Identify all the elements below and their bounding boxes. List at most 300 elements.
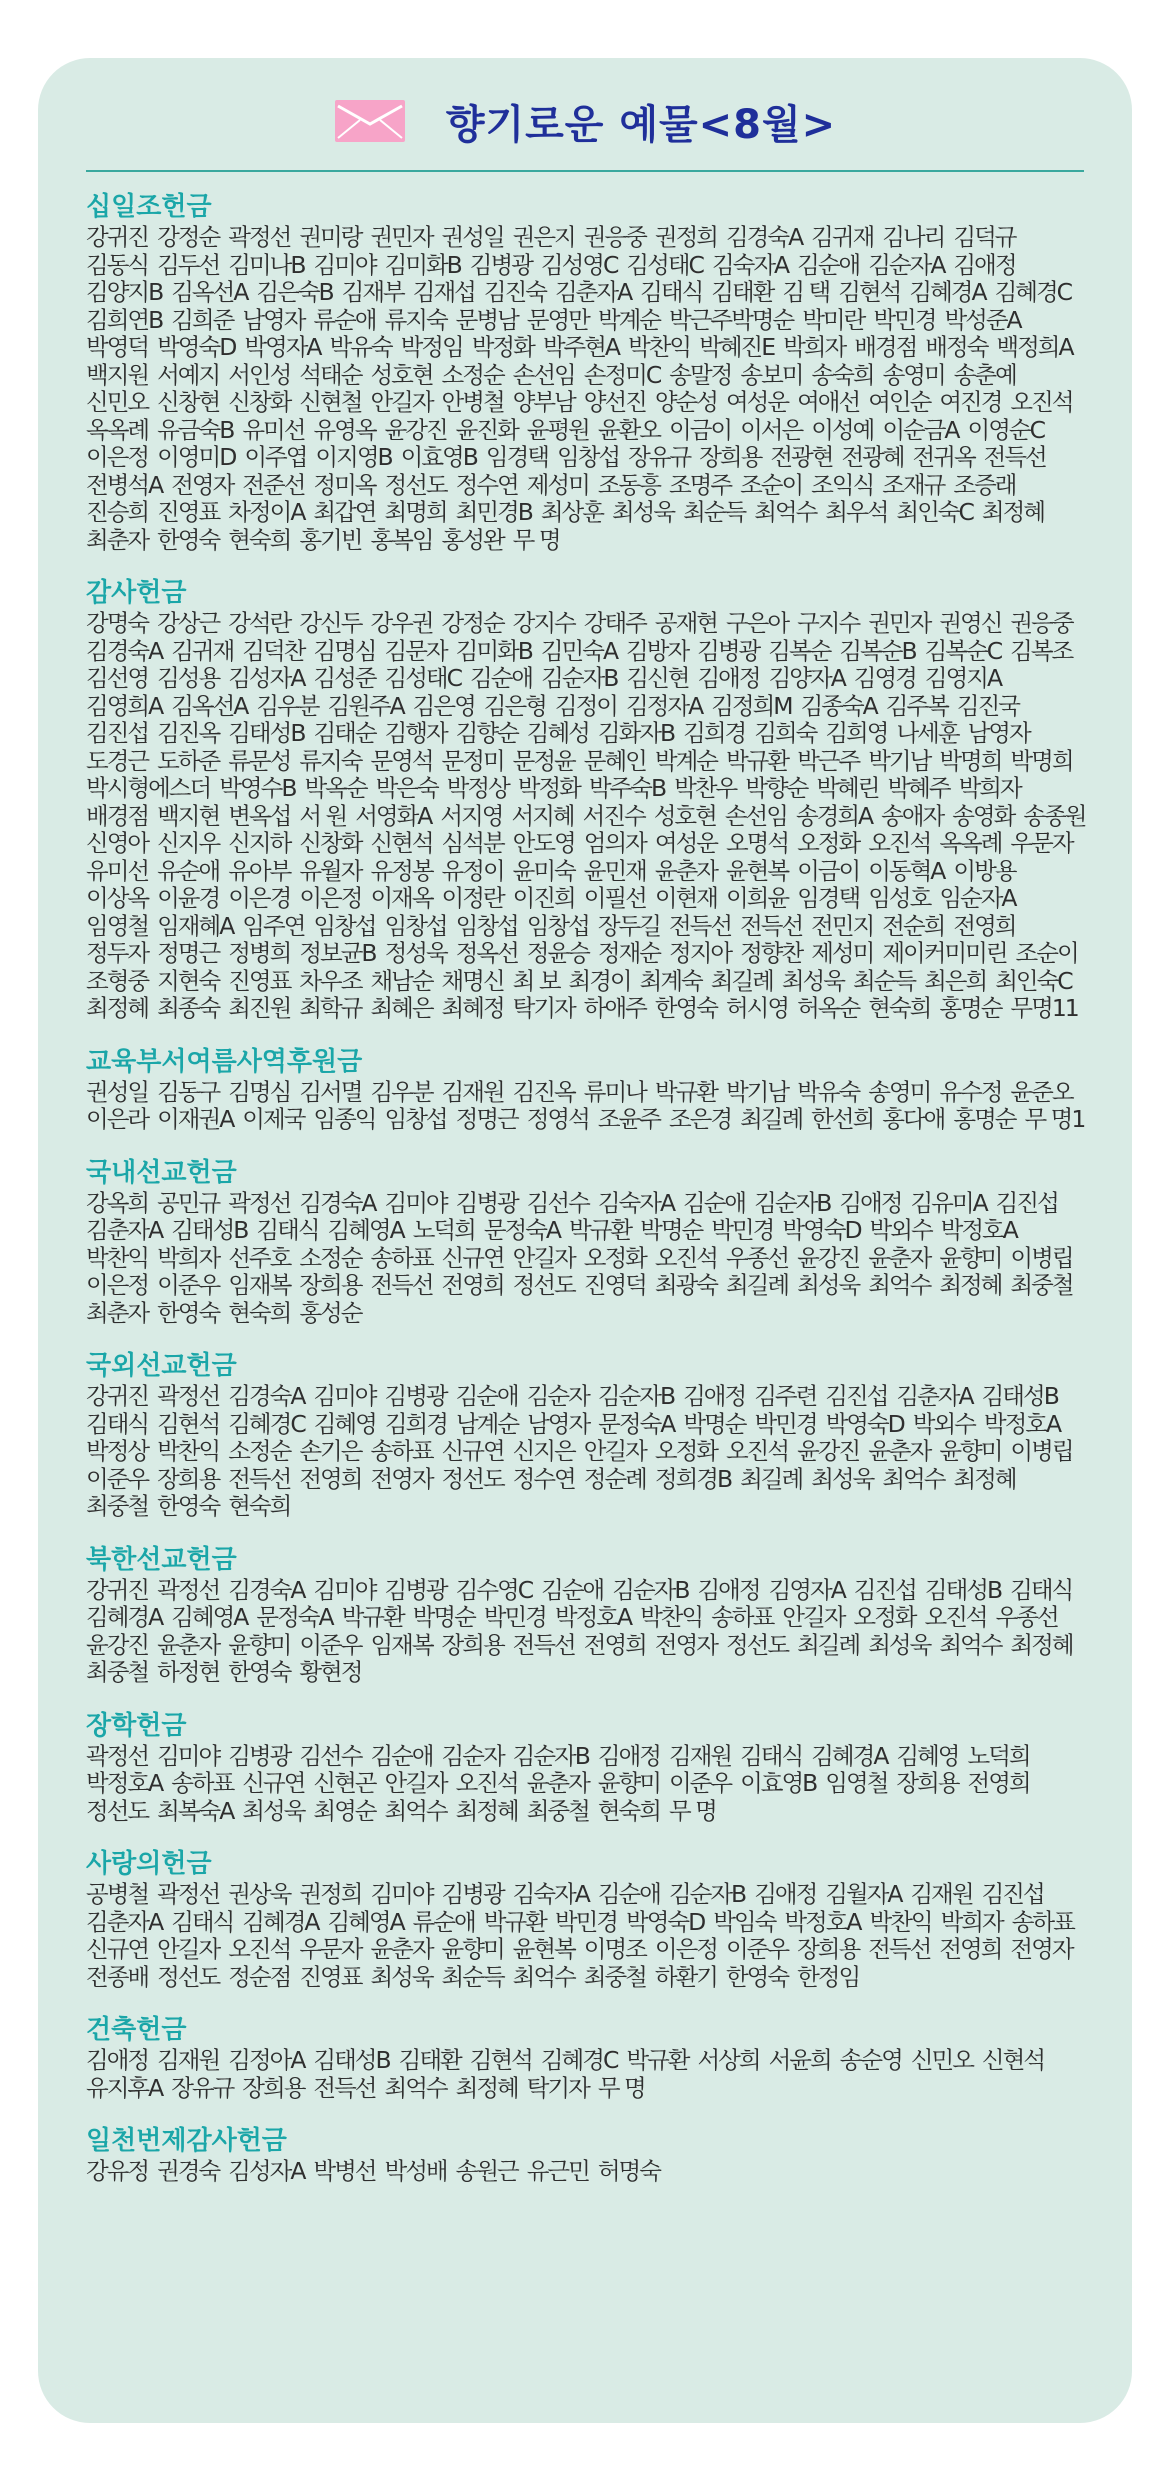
donor-name: 구지수: [797, 609, 860, 637]
donor-name: 김옥선A: [171, 278, 248, 306]
donor-name: 양순성: [654, 388, 717, 416]
donor-name: 김순애: [370, 1741, 433, 1770]
donor-name: 안길자: [384, 1769, 447, 1797]
donor-name: 류지숙: [384, 305, 447, 334]
donor-name: 박명순: [683, 1409, 746, 1438]
donor-name: 공병철: [86, 1880, 149, 1908]
donor-name: 김혜영: [896, 1741, 959, 1770]
donor-name: 박정호A: [86, 1769, 163, 1797]
donor-name: 공민규: [157, 1188, 220, 1217]
donor-name: 서인성: [228, 360, 291, 389]
donor-name: 윤민재: [583, 856, 646, 885]
donor-name: 정성욱: [384, 939, 447, 967]
donor-name: 문정윤: [512, 746, 575, 775]
donor-name: 김애정: [953, 250, 1016, 279]
donor-name: 김성태C: [626, 250, 703, 279]
donor-name: 공재현: [654, 609, 717, 637]
donor-name: 박혜린: [816, 774, 879, 802]
donor-name: 박민경: [873, 305, 936, 334]
donor-name: 임경택: [797, 884, 860, 912]
donor-name: 이진희: [512, 884, 575, 912]
donor-name: 박시형에스더: [86, 774, 211, 802]
donor-name: 이은정: [86, 443, 149, 471]
donor-name: 이준우: [157, 1271, 220, 1299]
donor-name: 남영자: [527, 1409, 590, 1438]
donor-name: 박명희: [1010, 746, 1073, 775]
donor-name: 김희연B: [86, 305, 163, 334]
donor-name: 김향순: [455, 719, 518, 747]
donor-name: 정미옥: [313, 470, 376, 499]
donor-name: 김애정: [683, 1382, 746, 1410]
donor-name: 오진석: [455, 1769, 518, 1797]
donor-name: 김종숙A: [800, 691, 877, 720]
donor-name: 윤현복: [512, 1935, 575, 1963]
donor-name: 강귀진: [86, 1382, 149, 1410]
donor-name: 정순점: [228, 1962, 291, 1991]
donor-name: 신영아: [86, 829, 149, 857]
donor-name: 권민자: [370, 223, 433, 251]
donor-name: 정향찬: [740, 939, 803, 967]
donor-name: 신규연: [441, 1243, 504, 1272]
donor-name: 전득선: [983, 443, 1046, 471]
donor-name: 김명심: [228, 1077, 291, 1106]
donor-name: 정보균B: [299, 939, 376, 967]
section-title: 국내선교헌금: [86, 1157, 237, 1188]
donor-name: 전순희: [882, 911, 945, 940]
donor-name: 김주복: [885, 691, 948, 720]
donor-name: 박유숙: [797, 1077, 860, 1106]
donor-name: 전병석A: [86, 470, 163, 499]
donor-name: 최길례: [725, 1271, 789, 1299]
offering-card: [38, 58, 1132, 2423]
donor-name: 윤평원: [526, 415, 589, 444]
donor-name: 윤미숙: [512, 856, 575, 885]
donor-name: 김복순C: [924, 636, 1002, 665]
donor-name: 김민숙A: [540, 636, 618, 665]
donor-name: 송종원: [1023, 801, 1086, 830]
donor-name: 송애자: [881, 801, 944, 830]
donor-name: 송경희A: [795, 801, 873, 830]
donor-name: 권응중: [1010, 609, 1073, 637]
donor-name: 송순영: [839, 2046, 902, 2074]
donor-name: 오진석: [924, 1603, 987, 1631]
donor-name: 김재원: [441, 1077, 504, 1106]
donor-name: 남영자: [242, 305, 305, 334]
donor-name: 장유규: [171, 2073, 234, 2102]
donor-name: 강명숙: [86, 609, 149, 637]
donor-name: 안도영: [512, 829, 575, 857]
donor-name: 서진수: [582, 801, 645, 830]
donor-name: 문병남: [455, 305, 518, 334]
donor-name: 최진원: [228, 994, 291, 1022]
donor-name: 김태식: [1010, 1575, 1073, 1604]
donor-name: 채남순: [370, 966, 433, 995]
donor-name: 임재복: [370, 1630, 433, 1659]
donor-name: 현숙희: [868, 994, 931, 1022]
donor-name: 박미란: [802, 305, 865, 334]
donor-name: 손선임: [724, 801, 787, 830]
donor-name: 안병철: [441, 388, 504, 416]
donor-name: 김선수: [526, 1188, 589, 1217]
donor-name: 윤강진: [797, 1243, 860, 1272]
donor-name: 양부남: [512, 388, 575, 416]
donor-name: 유정이: [441, 856, 504, 885]
donor-name: 김영경: [853, 664, 916, 692]
donor-name: 임영철: [825, 1769, 888, 1797]
donor-name: 최춘자: [86, 525, 149, 554]
donor-name: 김애정: [839, 1188, 902, 1217]
donor-name: 박명희: [939, 746, 1002, 775]
donor-name: 문영석: [370, 746, 433, 775]
donor-name: 김행자: [384, 719, 447, 747]
donor-name: 이준우: [725, 1935, 789, 1963]
donor-name: 김혜경C: [994, 278, 1072, 306]
donor-name: 허옥순: [797, 994, 860, 1022]
donor-name: 이재권A: [157, 1105, 234, 1133]
donor-name: 류지숙: [299, 746, 362, 775]
donor-name: 임창섭: [384, 1105, 447, 1133]
donor-name: 김혜경A: [242, 1907, 319, 1936]
donor-name: 이준우: [299, 1630, 362, 1659]
donor-name: 김애정: [86, 2046, 149, 2074]
donor-name: 우종선: [995, 1603, 1058, 1631]
donor-name: 김애정: [697, 1575, 760, 1604]
donor-name: 서예지: [157, 360, 220, 389]
donor-name: 김현석: [157, 1409, 220, 1438]
donor-name: 김진섭: [981, 1880, 1044, 1908]
donor-name: 허시영: [725, 994, 789, 1022]
donor-name: 김정이: [554, 691, 617, 720]
donor-name: 권성일: [441, 223, 504, 251]
donor-name: 박희자: [940, 1907, 1003, 1936]
donor-name: 탁기자: [526, 2073, 589, 2102]
donor-name: 신규연: [441, 1437, 504, 1465]
donor-name: 한정임: [797, 1962, 860, 1991]
donor-name: 우종선: [725, 1243, 789, 1272]
donor-name: 김혜경A: [86, 1603, 163, 1631]
donor-name: 임창섭: [384, 911, 447, 940]
donor-name: 임창섭: [313, 911, 376, 940]
donor-name: 김순애: [470, 664, 533, 692]
donor-name: 김미야: [370, 1880, 433, 1908]
donor-name: 최성욱: [370, 1962, 433, 1991]
donor-name: 김진옥: [157, 719, 220, 747]
donor-name: 제이커미미린: [882, 939, 1007, 967]
section-title: 감사헌금: [86, 578, 187, 608]
donor-name: 김순애: [541, 1575, 604, 1604]
donor-name: 김은숙B: [256, 278, 333, 306]
donor-name: 최순득: [683, 498, 746, 526]
donor-name: 유미선: [86, 856, 149, 885]
offering-section: [86, 1045, 1086, 1134]
donor-name: 김영지A: [924, 664, 1002, 692]
donor-name: 김진섭: [853, 1575, 916, 1604]
donor-name: 박찬익: [157, 1437, 220, 1465]
donor-name: 무 명: [512, 525, 560, 554]
donor-name-list: [86, 610, 1086, 1023]
donor-name: 전민지: [811, 911, 874, 940]
donor-name: 임성호: [868, 884, 931, 912]
donor-name: 박희자: [157, 1243, 220, 1272]
donor-name: 박규환: [569, 1216, 632, 1244]
donor-name: 홍명순: [939, 994, 1002, 1022]
donor-name: 나세훈: [896, 719, 959, 747]
donor-name: 김태식: [171, 1907, 234, 1936]
donor-name: 김성자A: [228, 664, 305, 692]
donor-name: 김현석: [469, 2046, 532, 2074]
donor-name: 김혜영: [313, 1409, 376, 1438]
donor-name: 정병희: [228, 939, 291, 967]
donor-name: 최상훈: [540, 498, 603, 526]
donor-name: 김순자B: [597, 1382, 675, 1410]
donor-name: 전영희: [441, 1271, 504, 1299]
donor-name: 전득선: [512, 1630, 575, 1659]
donor-name: 임주연: [242, 911, 305, 940]
donor-name: 김혜경A: [811, 1741, 888, 1770]
donor-name: 송영화: [952, 801, 1015, 830]
donor-name: 우문자: [1010, 829, 1073, 857]
donor-name: 김진섭: [86, 719, 149, 747]
donor-name-list: [86, 1190, 1086, 1328]
donor-name: 하정현: [157, 1658, 220, 1686]
donor-name: 박찬익: [640, 1603, 703, 1631]
donor-name: 박영숙D: [825, 1409, 904, 1438]
donor-name: 채명신: [441, 966, 504, 995]
donor-name: 오정화: [583, 1243, 646, 1272]
donor-name: 안길자: [583, 1437, 646, 1465]
donor-name: 김복순: [768, 636, 831, 665]
donor-name: 최학규: [299, 994, 362, 1022]
donor-name: 최인숙C: [995, 966, 1072, 995]
section-title: 건축헌금: [86, 2015, 187, 2045]
donor-name: 조증래: [953, 470, 1016, 499]
donor-name: 박영숙D: [157, 333, 236, 361]
donor-name: 전득선: [868, 1935, 931, 1963]
donor-name: 이금이: [669, 415, 732, 444]
donor-name: 권영신: [939, 609, 1002, 637]
donor-name: 곽정선: [157, 1382, 220, 1410]
donor-name: 이순금A: [882, 415, 959, 444]
donor-name: 김미야: [313, 1575, 376, 1604]
donor-name: 전귀옥: [912, 443, 975, 471]
donor-name: 최억수: [384, 2073, 447, 2102]
donor-name: 권응중: [583, 223, 646, 251]
donor-name: 이지영B: [315, 443, 392, 471]
donor-name: 김태환: [398, 2046, 461, 2074]
donor-name: 김은형: [483, 691, 546, 720]
donor-name: 한선희: [811, 1105, 874, 1133]
donor-name: 권상욱: [228, 1880, 291, 1908]
donor-name: 서 원: [299, 801, 347, 830]
donor-name: 이영미D: [157, 443, 236, 471]
donor-name: 박계순: [654, 746, 717, 775]
donor-name: 김성자A: [228, 2157, 305, 2185]
donor-name: 최복숙A: [157, 1796, 234, 1825]
donor-name: 윤향미: [597, 1769, 660, 1797]
donor-name: 백지현: [157, 801, 220, 830]
donor-name: 박민경: [711, 1216, 774, 1244]
donor-name: 이동혁A: [868, 856, 945, 885]
donor-name: 성호현: [653, 801, 716, 830]
donor-name: 최성욱: [797, 1271, 860, 1299]
donor-name: 성호현: [370, 360, 433, 389]
donor-name: 박찬익: [86, 1243, 149, 1272]
donor-name: 김춘자A: [86, 1216, 163, 1244]
donor-name: 백정희A: [996, 333, 1073, 361]
donor-name: 김원주A: [327, 691, 404, 720]
donor-name: 정선도: [512, 1271, 575, 1299]
donor-name: 정영석: [526, 1105, 589, 1133]
donor-name: 최억수: [939, 1630, 1002, 1659]
donor-name: 김혜경A: [909, 278, 986, 306]
donor-name: 김혜영A: [171, 1603, 248, 1631]
donor-name: 오정화: [654, 1437, 717, 1465]
donor-name: 김태성B: [924, 1575, 1002, 1604]
donor-name: 백지원: [86, 360, 149, 389]
donor-name: 전득선: [370, 1271, 433, 1299]
donor-name: 유수정: [939, 1077, 1002, 1106]
section-title: 십일조헌금: [86, 192, 212, 222]
donor-name: 김병광: [455, 1188, 518, 1217]
donor-name: 홍명순: [953, 1105, 1016, 1133]
donor-name: 박영자A: [244, 333, 321, 361]
donor-name: 구은아: [725, 609, 789, 637]
donor-name: 최순득: [852, 966, 916, 995]
donor-name: 김재원: [669, 1741, 732, 1770]
donor-name: 엄의자: [583, 829, 646, 857]
donor-name: 류순애: [313, 305, 376, 334]
donor-name: 유아부: [228, 856, 291, 885]
donor-name: 김신현: [626, 664, 689, 692]
donor-name: 조동흥: [597, 470, 660, 499]
donor-name: 최순득: [441, 1962, 504, 1991]
donor-name: 신현철: [299, 388, 362, 416]
donor-name: 김옥선A: [171, 691, 248, 720]
donor-name: 오진석: [228, 1935, 291, 1963]
donor-name: 김순자B: [754, 1188, 831, 1217]
donor-name: 최억수: [512, 1962, 575, 1991]
donor-name: 윤환오: [597, 415, 660, 444]
donor-name: 최중철: [1010, 1271, 1073, 1299]
donor-name: 문정숙A: [483, 1216, 561, 1244]
offering-section: [86, 2124, 1086, 2186]
donor-name: 이윤경: [157, 884, 220, 912]
donor-name: 차정이A: [228, 498, 305, 526]
donor-name: 조은경: [668, 1105, 732, 1133]
donor-name: 유금숙B: [157, 415, 234, 444]
donor-name: 오정화: [797, 829, 860, 857]
offering-section: [86, 1709, 1086, 1826]
donor-name: 송하표: [711, 1603, 774, 1631]
offering-section: [86, 2013, 1086, 2102]
donor-name: 여진경: [939, 388, 1002, 416]
donor-name: 변옥섭: [228, 801, 291, 830]
donor-name: 장희용: [797, 1935, 860, 1963]
donor-name: 윤강진: [86, 1630, 149, 1659]
donor-name: 문영만: [526, 305, 589, 334]
donor-name: 최계숙: [639, 966, 702, 995]
donor-name: 김진섭: [825, 1382, 888, 1410]
donor-name: 이필선: [583, 884, 646, 912]
donor-name: 권정희: [299, 1880, 362, 1908]
donor-name: 송보미: [740, 360, 803, 389]
donor-name: 최성욱: [611, 498, 675, 526]
donor-name: 오진석: [1010, 388, 1073, 416]
donor-name: 최억수: [754, 498, 817, 526]
donor-name: 신현곤: [313, 1769, 376, 1797]
donor-name: 박근주박명순: [669, 305, 794, 334]
donor-name: 한영숙: [157, 525, 220, 554]
donor-name: 송원근: [455, 2157, 518, 2185]
donor-name: 박정호A: [554, 1603, 632, 1631]
donor-name: 옥옥례: [939, 829, 1002, 857]
donor-name: 최정혜: [1010, 1630, 1073, 1659]
donor-name: 신민오: [86, 388, 149, 416]
donor-name: 김희숙: [754, 719, 817, 747]
donor-name: 장두길: [597, 911, 660, 940]
donor-name: 임순자A: [939, 884, 1016, 912]
donor-name: 곽정선: [228, 1188, 291, 1217]
donor-name: 곽정선: [228, 223, 291, 251]
donor-name: 정수연: [455, 470, 518, 499]
donor-name: 최성욱: [868, 1630, 931, 1659]
donor-name: 최갑연: [313, 498, 376, 526]
donor-name: 김순자B: [512, 1741, 589, 1770]
donor-name: 박정호A: [940, 1216, 1017, 1244]
donor-name: 윤춘자: [654, 856, 717, 885]
donor-name: 윤진화: [455, 415, 518, 444]
donor-name: 정선도: [441, 1464, 504, 1493]
donor-name: 김순자: [526, 1382, 589, 1410]
donor-name: 전영희: [939, 1935, 1002, 1963]
donor-name: 유순애: [157, 856, 220, 885]
donor-name: 김성영C: [540, 250, 618, 279]
donor-name: 김진국: [956, 691, 1019, 720]
donor-name: 정선도: [86, 1796, 149, 1825]
donor-name: 유월자: [299, 856, 362, 885]
donor-name: 한영숙: [228, 1658, 291, 1686]
donor-name: 김미야: [384, 1188, 447, 1217]
donor-name: 안길자: [157, 1935, 220, 1963]
donor-name-list: [86, 1881, 1086, 1991]
donor-name: 임창섭: [557, 443, 620, 471]
donor-name: 탁기자: [512, 994, 575, 1022]
donor-name: 강유정: [86, 2157, 149, 2185]
donor-name: 김숙자A: [512, 1880, 589, 1908]
donor-name: 이명조: [583, 1935, 646, 1963]
donor-name: 박기남: [725, 1077, 789, 1106]
donor-name: 이효영B: [400, 443, 477, 471]
donor-name: 박영덕: [86, 333, 149, 361]
donor-name: 김희준: [171, 305, 234, 334]
donor-name: 정명근: [455, 1105, 518, 1133]
donor-name-list: [86, 2047, 1086, 2102]
donor-name: 이병립: [1010, 1243, 1073, 1272]
donor-name: 김순자B: [541, 664, 618, 692]
donor-name: 홍복임: [370, 525, 433, 554]
donor-name: 이성예: [811, 415, 874, 444]
donor-name: 김문자: [384, 636, 447, 665]
donor-name: 김병광: [384, 1575, 447, 1604]
donor-name: 김두선: [157, 250, 220, 279]
donor-name: 조익식: [811, 470, 874, 499]
donor-name: 김방자: [626, 636, 689, 665]
donor-name: 이효영B: [740, 1769, 817, 1797]
donor-name: 남영자: [967, 719, 1030, 747]
donor-name: 최성욱: [781, 966, 844, 995]
donor-name: 박민경: [483, 1603, 546, 1631]
donor-name: 김성용: [157, 664, 220, 692]
